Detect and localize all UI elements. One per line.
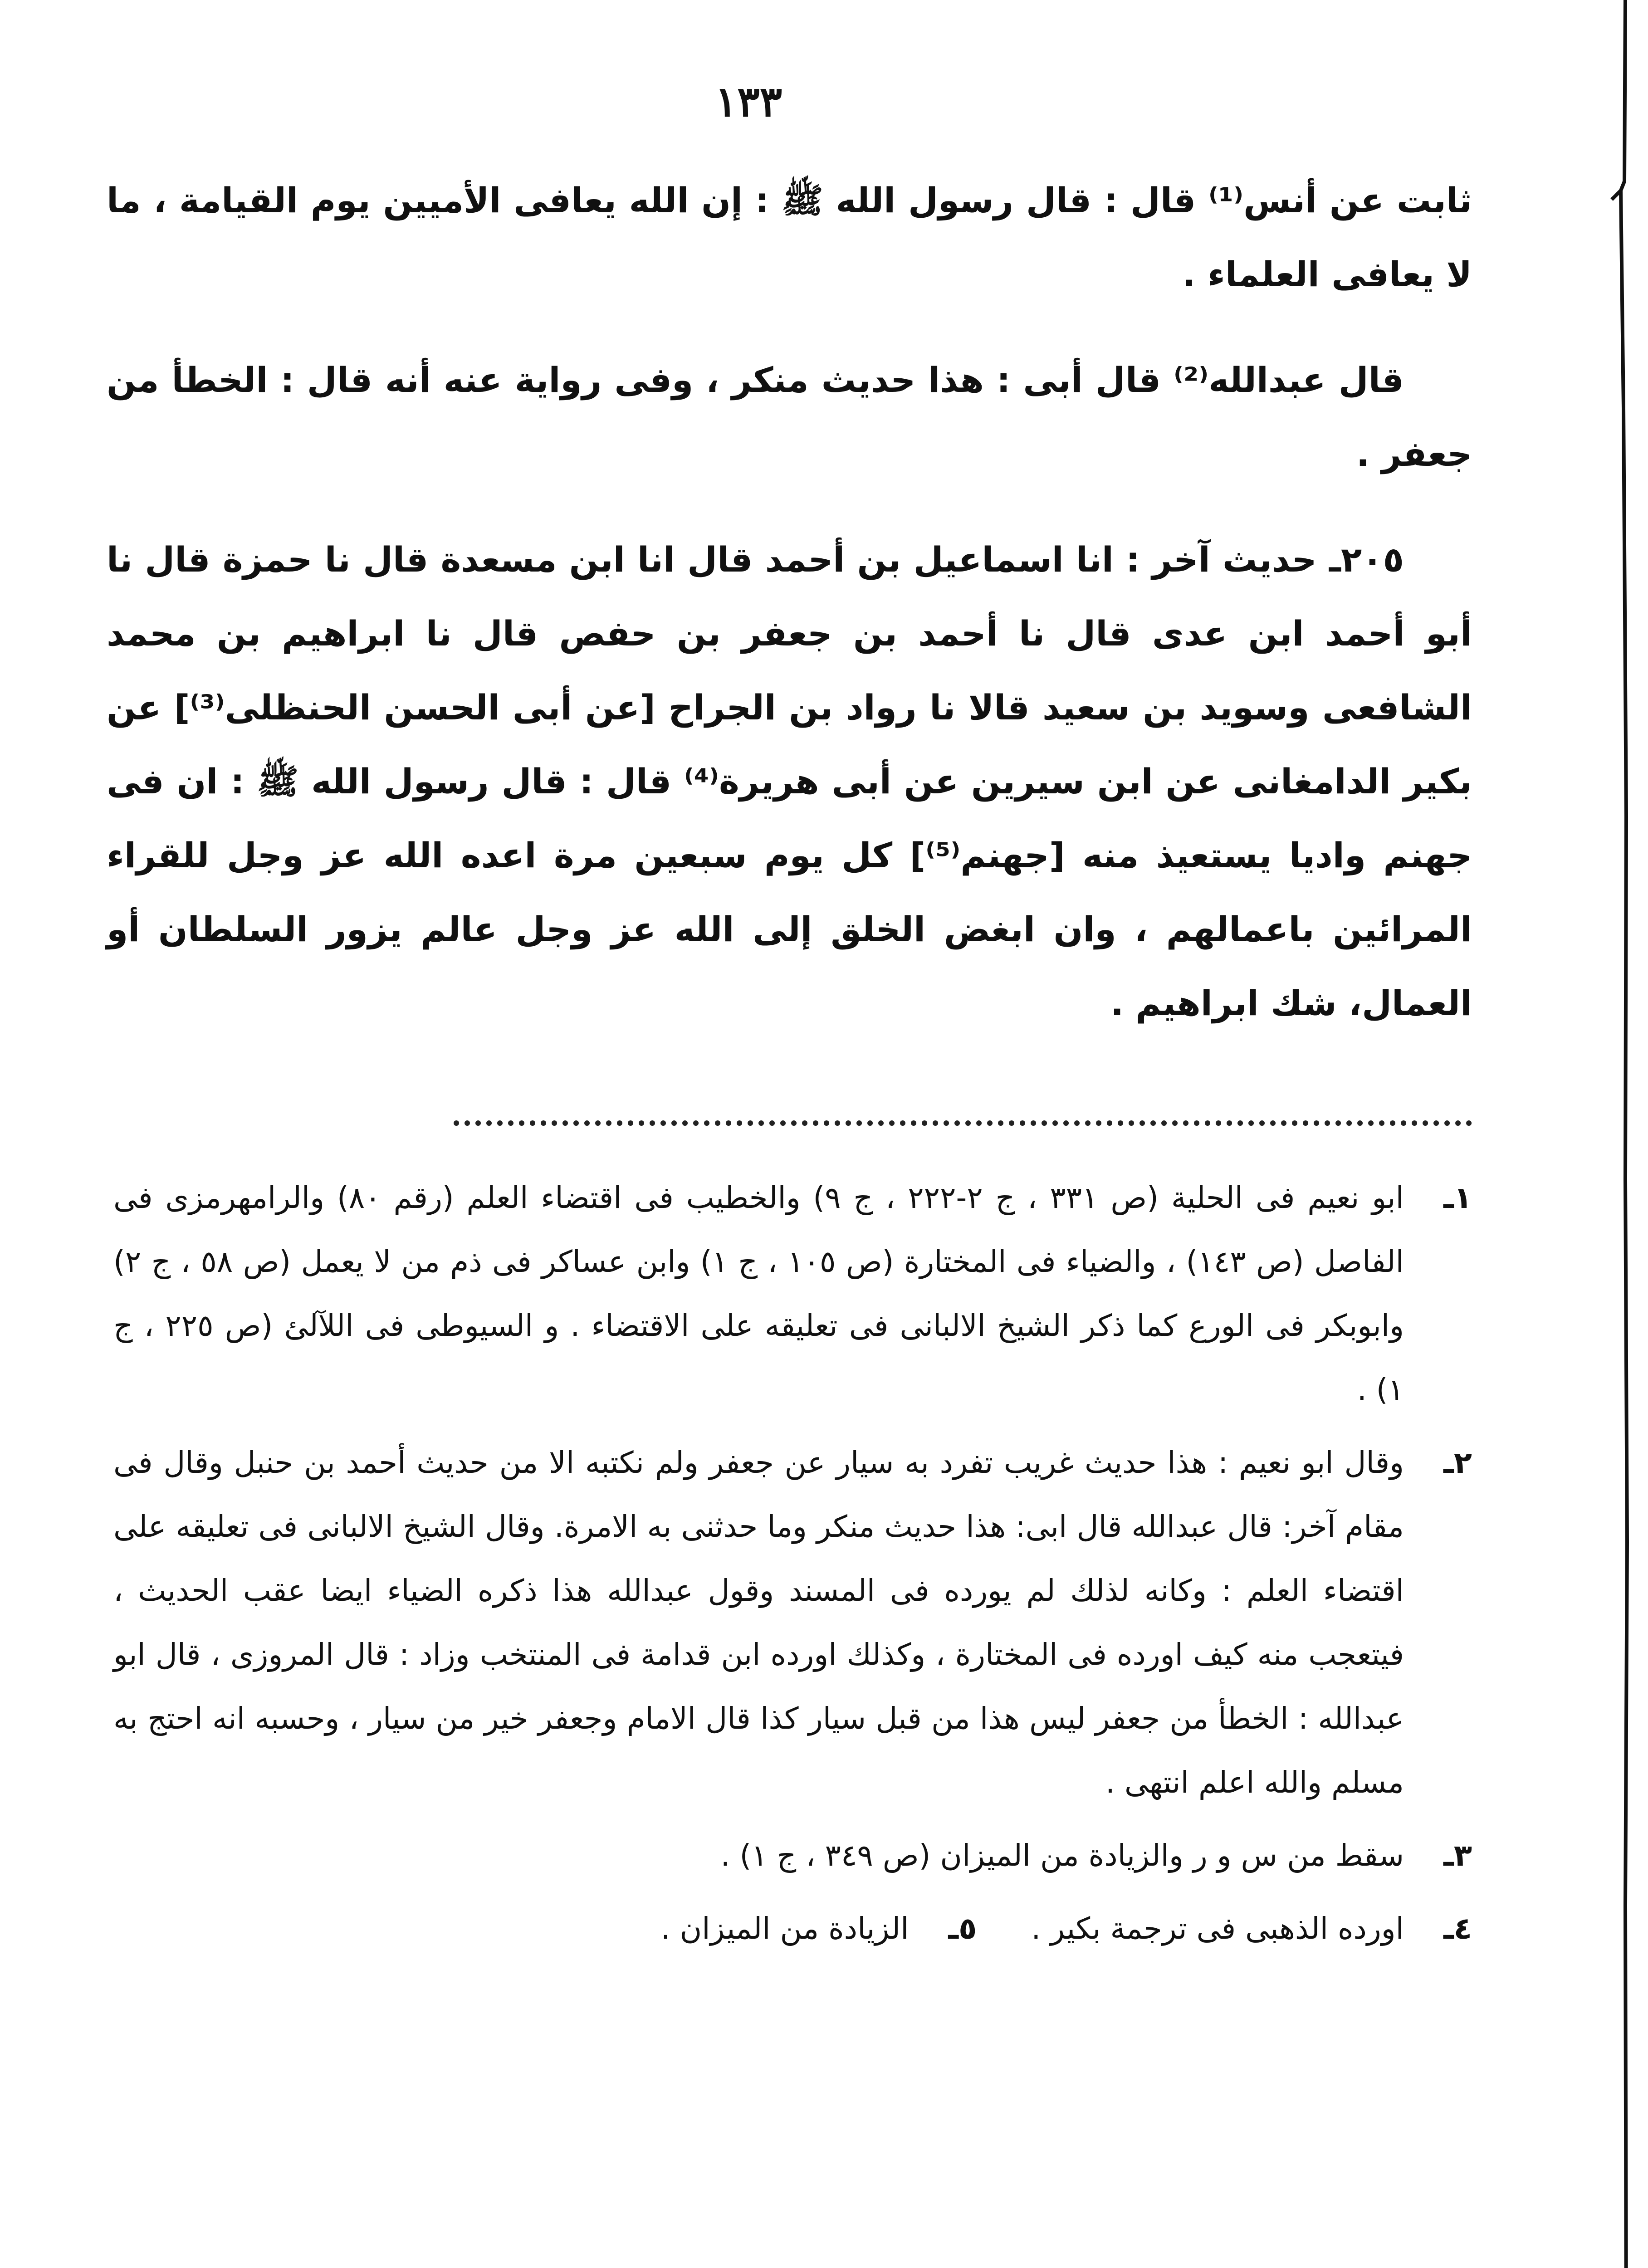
footnotes-section: [113, 1166, 1472, 1970]
paragraph-abdullah-comment: قال عبدالله⁽²⁾ قال أبى : هذا حديث منكر ، وفى رواية عنه أنه قال : الخطأ من جعفر .: [107, 360, 1472, 474]
footnote-text: اورده الذهبى فى ترجمة بكير .: [1031, 1911, 1404, 1946]
footnote-2: [113, 1431, 1472, 1814]
paragraph-hadith-205: ٢٠٥ـ حديث آخر : انا اسماعيل بن أحمد قال انا ابن مسعدة قال نا حمزة قال نا أبو أحمد ابن عدى قال نا أحمد بن جعفر بن حفص قال نا ابراهيم بن محمد الشافعى وسويد بن سعيد قالا نا رواد بن الجراح [عن أبى الحسن الحنظلى⁽³⁾] عن بكير الدامغانى عن ابن سيرين عن أبى هريرة⁽⁴⁾ قال : قال رسول الله ﷺ : ان فى جهنم واديا يستعيذ منه [جهنم⁽⁵⁾] كل يوم سبعين مرة اعده الله عز وجل للقراء المرائين باعمالهم ، وان ابغض الخلق إلى الله عز وجل عالم يزور السلطان أو العمال، شك ابراهيم .: [107, 539, 1472, 1023]
footnote-divider: [454, 1120, 1472, 1126]
footnote-number: ٢ـ: [1443, 1445, 1472, 1480]
footnote-text: ابو نعيم فى الحلية (ص ٣٣١ ، ج ٢-٢٢٢ ، ج ٩) والخطيب فى اقتضاء العلم (رقم ٨٠) والرامهرمزى فى الفاصل (ص ١٤٣) ، والضياء فى المختارة (ص ١٠٥ ، ج ١) وابن عساكر فى ذم من لا يعمل (ص ٥٨ ، ج ٢) وابوبكر فى الورع كما ذكر الشيخ الالبانى فى تعليقه على الاقتضاء . و السيوطى فى اللآلئ (ص ٢٢٥ ، ج ١) .: [113, 1180, 1404, 1407]
page-binding-edge: [1607, 0, 1648, 2268]
footnote-text: سقط من س و ر والزيادة من الميزان (ص ٣٤٩ ، ج ١) .: [720, 1838, 1404, 1873]
footnote-5: [661, 1897, 977, 1960]
footnote-1: [113, 1166, 1472, 1422]
footnote-number: ٣ـ: [1443, 1838, 1472, 1873]
paragraph-hadith-anas: ثابت عن أنس⁽¹⁾ قال : قال رسول الله ﷺ : إن الله يعافى الأميين يوم القيامة ، ما لا يعافى العلماء .: [107, 180, 1472, 294]
page-number: ١٣٣: [714, 77, 782, 126]
main-text: [107, 163, 1472, 1072]
footnote-number: ٤ـ: [1443, 1911, 1472, 1946]
footnote-text: وقال ابو نعيم : هذا حديث غريب تفرد به سيار عن جعفر ولم نكتبه الا من حديث أحمد بن حنبل وقال فى مقام آخر: قال عبدالله قال ابى: هذا حديث منكر وما حدثنى به الامرة. وقال الشيخ الالبانى فى تعليقه على اقتضاء العلم : وكانه لذلك لم يورده فى المسند وقول عبدالله هذا ذكره الضياء ايضا عقب الحديث ، فيتعجب منه كيف اورده فى المختارة ، وكذلك اورده ابن قدامة فى المنتخب وزاد : قال المروزى ، قال ابو عبدالله : الخطأ من جعفر ليس هذا من قبل سيار كذا قال الامام وجعفر خير من سيار ، وحسبه انه احتج به مسلم والله اعلم انتهى .: [113, 1445, 1404, 1800]
footnote-text: الزيادة من الميزان .: [660, 1911, 909, 1946]
footnote-3: [113, 1823, 1472, 1887]
footnote-row-4-5: [113, 1897, 1472, 1970]
footnote-number: ٥ـ: [948, 1911, 977, 1946]
footnote-4: [1031, 1897, 1472, 1960]
footnote-number: ١ـ: [1443, 1180, 1472, 1215]
